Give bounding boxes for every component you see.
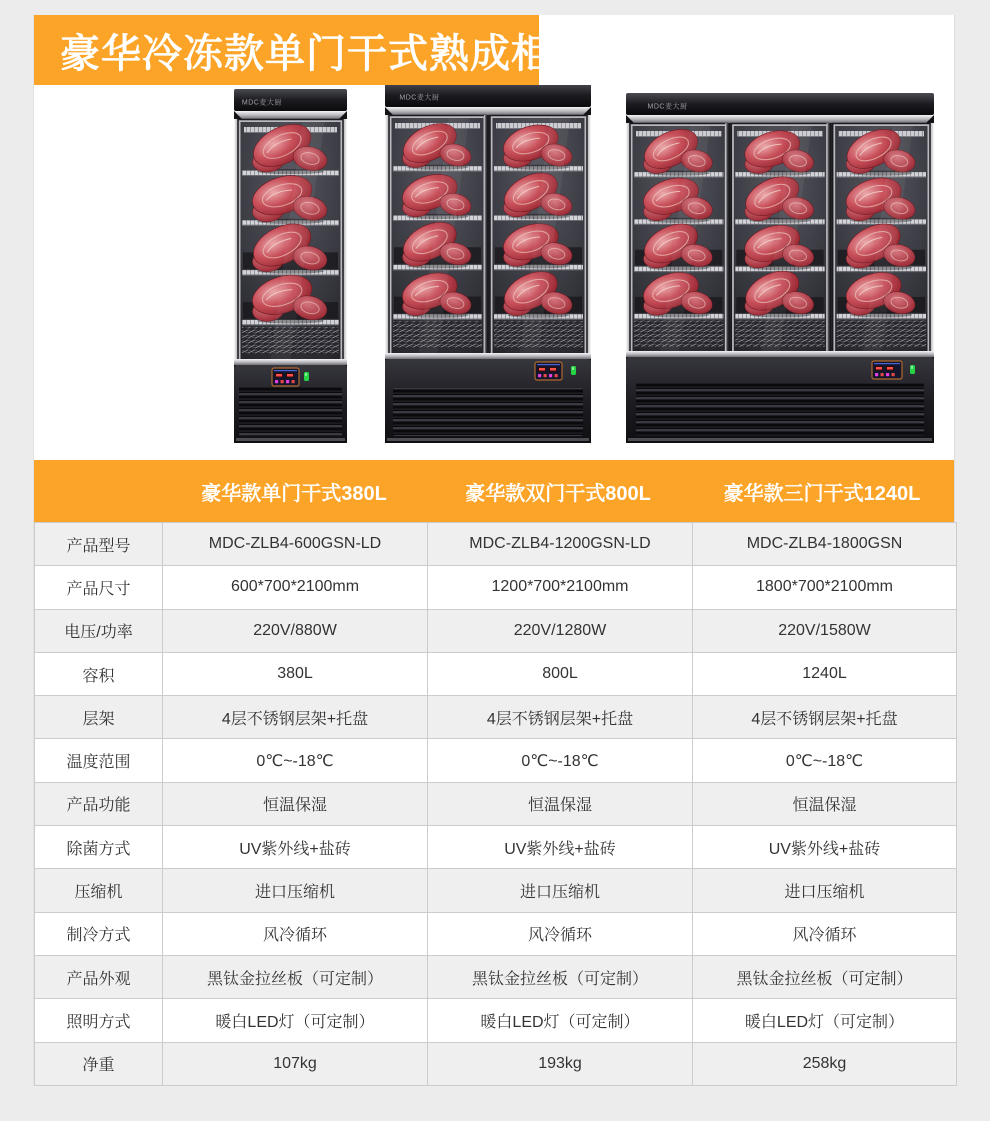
spec-cell: 220V/1580W: [693, 609, 957, 652]
spec-cell: 风冷循环: [693, 912, 957, 955]
column-header-single-door: 豪华款单门干式380L: [201, 482, 387, 505]
spec-row-label: 净重: [35, 1042, 163, 1085]
spec-cell: 1200*700*2100mm: [428, 566, 693, 609]
spec-cell: 暖白LED灯（可定制）: [163, 999, 428, 1042]
spec-cell: UV紫外线+盐砖: [693, 826, 957, 869]
content-card: [33, 15, 955, 1086]
spec-cell: 暖白LED灯（可定制）: [428, 999, 693, 1042]
spec-row: [35, 523, 957, 566]
spec-cell: 黑钛金拉丝板（可定制）: [428, 955, 693, 998]
spec-row: [35, 696, 957, 739]
spec-cell: 1240L: [693, 652, 957, 695]
spec-cell: 进口压缩机: [428, 869, 693, 912]
spec-cell: 258kg: [693, 1042, 957, 1085]
spec-row: [35, 1042, 957, 1085]
spec-cell: 风冷循环: [428, 912, 693, 955]
spec-cell: 黑钛金拉丝板（可定制）: [163, 955, 428, 998]
spec-cell: 黑钛金拉丝板（可定制）: [693, 955, 957, 998]
spec-cell: 220V/1280W: [428, 609, 693, 652]
spec-cell: 380L: [163, 652, 428, 695]
spec-row: [35, 782, 957, 825]
spec-row: [35, 999, 957, 1042]
spec-cell: 107kg: [163, 1042, 428, 1085]
spec-row-label: 产品型号: [35, 523, 163, 566]
title-banner: [34, 15, 552, 85]
spec-row-label: 除菌方式: [35, 826, 163, 869]
cabinet-1-door-image: [234, 89, 347, 448]
spec-row-label: 电压/功率: [35, 609, 163, 652]
spec-row-label: 层架: [35, 696, 163, 739]
spec-row: [35, 609, 957, 652]
spec-cell: 4层不锈钢层架+托盘: [428, 696, 693, 739]
spec-row-label: 产品功能: [35, 782, 163, 825]
spec-cell: 800L: [428, 652, 693, 695]
spec-cell: 0℃~-18℃: [163, 739, 428, 782]
spec-cell: 4层不锈钢层架+托盘: [163, 696, 428, 739]
svg-text:MDC麦大厨: MDC麦大厨: [399, 94, 440, 102]
spec-cell: 0℃~-18℃: [693, 739, 957, 782]
spec-row-label: 温度范围: [35, 739, 163, 782]
spec-cell: 0℃~-18℃: [428, 739, 693, 782]
page-title: 豪华冷冻款单门干式熟成柜: [60, 31, 552, 76]
spec-row: [35, 826, 957, 869]
cabinet-2-door-image: [385, 85, 591, 448]
spec-row: [35, 955, 957, 998]
spec-cell: UV紫外线+盐砖: [428, 826, 693, 869]
spec-row-label: 压缩机: [35, 869, 163, 912]
product-gallery: [34, 85, 954, 460]
spec-row-label: 产品外观: [35, 955, 163, 998]
spec-row: [35, 739, 957, 782]
column-header-double-door: 豪华款双门干式800L: [465, 482, 651, 505]
spec-cell: 220V/880W: [163, 609, 428, 652]
spec-row: [35, 652, 957, 695]
spec-row-label: 照明方式: [35, 999, 163, 1042]
svg-text:MDC麦大厨: MDC麦大厨: [241, 99, 282, 107]
spec-cell: 193kg: [428, 1042, 693, 1085]
spec-cell: 进口压缩机: [693, 869, 957, 912]
spec-cell: MDC-ZLB4-1800GSN: [693, 523, 957, 566]
spec-cell: 600*700*2100mm: [163, 566, 428, 609]
spec-cell: UV紫外线+盐砖: [163, 826, 428, 869]
spec-cell: 进口压缩机: [163, 869, 428, 912]
spec-cell: 恒温保湿: [428, 782, 693, 825]
spec-cell: 恒温保湿: [693, 782, 957, 825]
spec-cell: 恒温保湿: [163, 782, 428, 825]
svg-text:MDC麦大厨: MDC麦大厨: [647, 103, 688, 111]
spec-cell: 暖白LED灯（可定制）: [693, 999, 957, 1042]
spec-row-label: 制冷方式: [35, 912, 163, 955]
spec-table: [34, 522, 957, 1086]
spec-row: [35, 566, 957, 609]
spec-row-label: 产品尺寸: [35, 566, 163, 609]
spec-cell: MDC-ZLB4-600GSN-LD: [163, 523, 428, 566]
spec-row: [35, 912, 957, 955]
spec-cell: 风冷循环: [163, 912, 428, 955]
spec-row: [35, 869, 957, 912]
spec-cell: 1800*700*2100mm: [693, 566, 957, 609]
spec-cell: MDC-ZLB4-1200GSN-LD: [428, 523, 693, 566]
spec-table-header: [34, 460, 954, 522]
spec-row-label: 容积: [35, 652, 163, 695]
column-header-triple-door: 豪华款三门干式1240L: [723, 482, 921, 505]
cabinet-3-door-image: [626, 93, 934, 448]
spec-cell: 4层不锈钢层架+托盘: [693, 696, 957, 739]
